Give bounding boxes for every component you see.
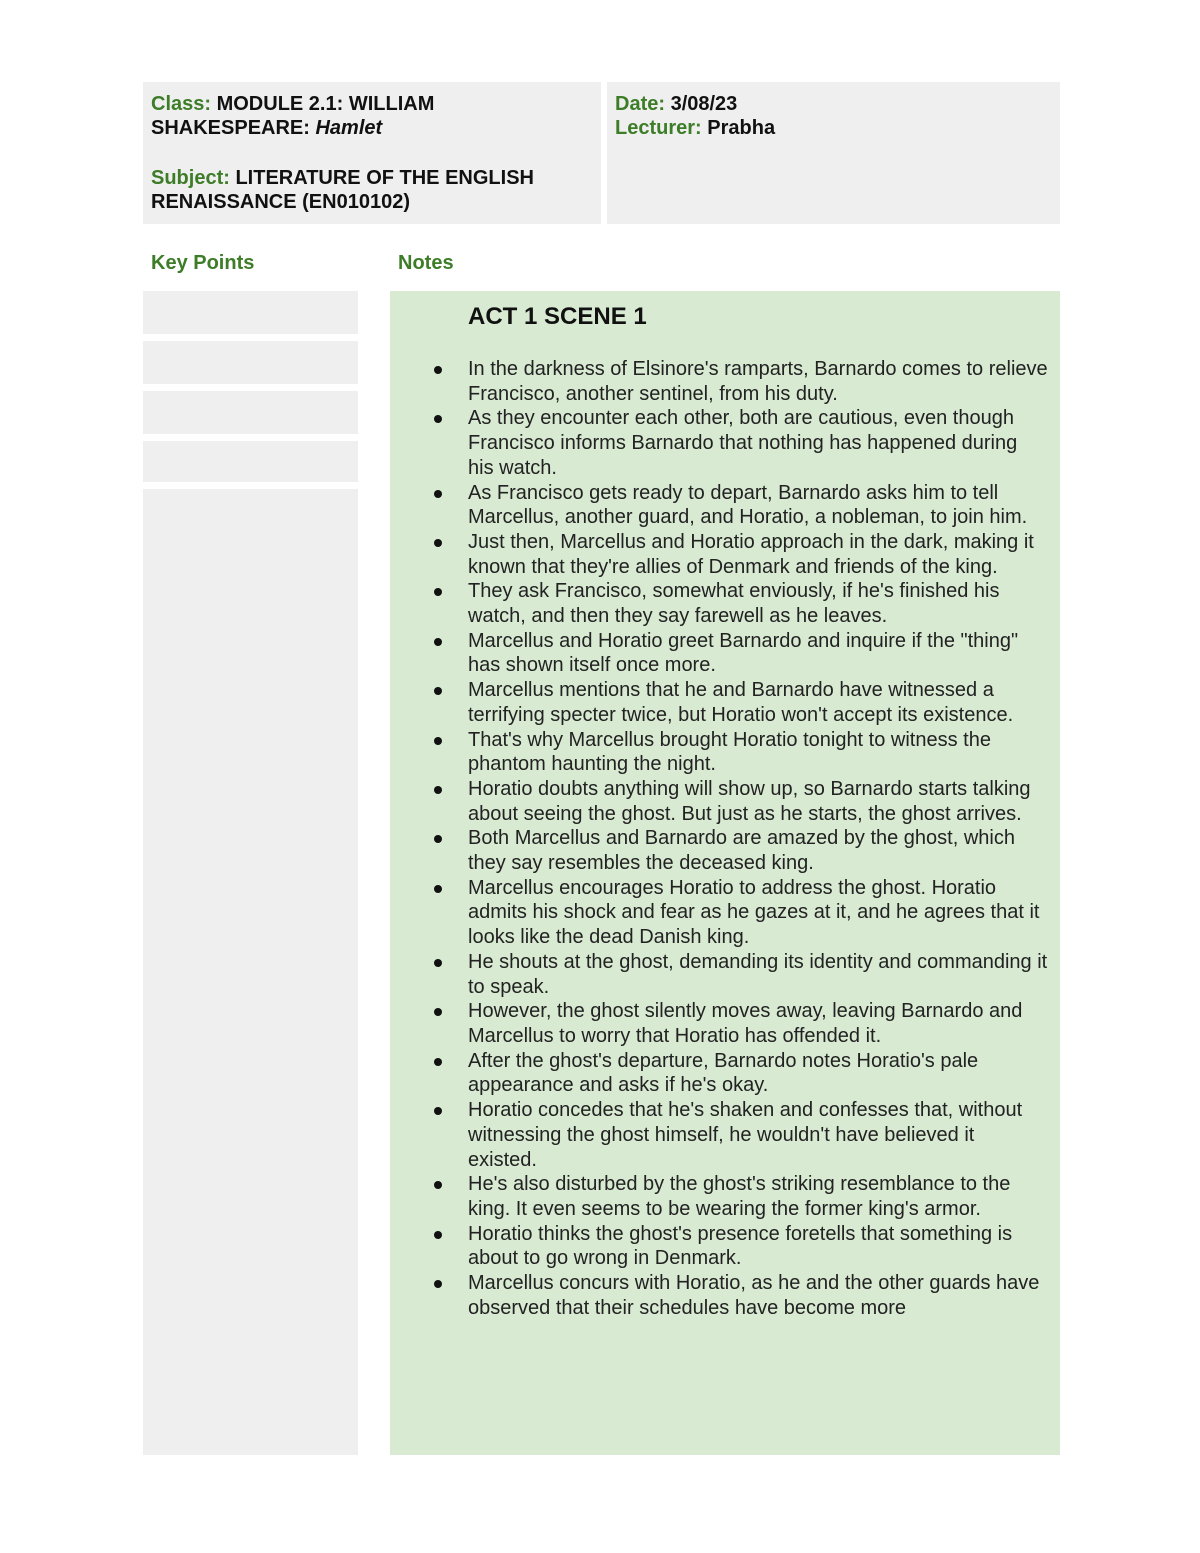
date-line bbox=[615, 92, 1052, 116]
list-item: However, the ghost silently moves away, leaving Barnardo and Marcellus to worry that Horatio has offended it. bbox=[468, 999, 1048, 1048]
header-date-lecturer bbox=[607, 82, 1060, 224]
scene-title: ACT 1 SCENE 1 bbox=[468, 303, 647, 330]
subject-value-1: LITERATURE OF THE ENGLISH bbox=[229, 167, 534, 189]
list-item: They ask Francisco, somewhat enviously, if he's finished his watch, and then they say farewell as he leaves. bbox=[468, 579, 1048, 628]
list-item: Marcellus mentions that he and Barnardo have witnessed a terrifying specter twice, but Horatio won't accept its existence. bbox=[468, 678, 1048, 727]
list-item: As Francisco gets ready to depart, Barnardo asks him to tell Marcellus, another guard, and Horatio, a nobleman, to join him. bbox=[468, 481, 1048, 530]
list-item: Horatio thinks the ghost's presence foretells that something is about to go wrong in Denmark. bbox=[468, 1222, 1048, 1271]
class-line-1 bbox=[151, 92, 593, 116]
key-point-cell-3[interactable] bbox=[143, 391, 358, 434]
lecturer-line bbox=[615, 116, 1052, 140]
class-value-1: MODULE 2.1: WILLIAM bbox=[211, 93, 435, 115]
lecturer-value: Prabha bbox=[701, 117, 776, 139]
class-title-italic: Hamlet bbox=[315, 117, 383, 139]
list-item: Marcellus and Horatio greet Barnardo and inquire if the "thing" has shown itself once more. bbox=[468, 629, 1048, 678]
key-point-cell-5[interactable] bbox=[143, 489, 358, 1455]
list-item: He's also disturbed by the ghost's striking resemblance to the king. It even seems to be wearing the former king's armor. bbox=[468, 1172, 1048, 1221]
header-class-subject bbox=[143, 82, 601, 224]
subject-value-2: RENAISSANCE (EN010102) bbox=[151, 191, 410, 213]
list-item: In the darkness of Elsinore's ramparts, Barnardo comes to relieve Francisco, another sentinel, from his duty. bbox=[468, 358, 1048, 405]
list-item: Both Marcellus and Barnardo are amazed by the ghost, which they say resembles the deceased king. bbox=[468, 826, 1048, 875]
list-item: He shouts at the ghost, demanding its identity and commanding it to speak. bbox=[468, 950, 1048, 998]
list-item: Horatio concedes that he's shaken and confesses that, without witnessing the ghost himself, he wouldn't have believed it existed. bbox=[468, 1098, 1048, 1172]
list-item: After the ghost's departure, Barnardo notes Horatio's pale appearance and asks if he's okay. bbox=[468, 1049, 1048, 1098]
list-item: Marcellus encourages Horatio to address the ghost. Horatio admits his shock and fear as he gazes at it, and he agrees that it looks like the dead Danish king. bbox=[468, 876, 1048, 950]
list-item: That's why Marcellus brought Horatio tonight to witness the phantom haunting the night. bbox=[468, 728, 1048, 777]
date-value: 3/08/23 bbox=[665, 93, 738, 115]
list-item: Marcellus concurs with Horatio, as he and the other guards have observed that their schedules have become more bbox=[468, 1271, 1048, 1320]
key-point-cell-1[interactable] bbox=[143, 291, 358, 334]
subject-label: Subject: bbox=[151, 167, 230, 189]
date-label: Date: bbox=[615, 93, 666, 115]
list-item: As they encounter each other, both are cautious, even though Francisco informs Barnardo that nothing has happened during his watch. bbox=[468, 406, 1048, 480]
list-item: Horatio doubts anything will show up, so Barnardo starts talking about seeing the ghost. But just as he starts, the ghost arrives. bbox=[468, 777, 1048, 826]
lecturer-label: Lecturer: bbox=[615, 117, 702, 139]
notes-panel bbox=[390, 291, 1060, 1455]
notes-heading: Notes bbox=[398, 252, 454, 274]
list-item: Just then, Marcellus and Horatio approach in the dark, making it known that they're allies of Denmark and friends of the king. bbox=[468, 530, 1048, 579]
class-line-2 bbox=[151, 116, 593, 140]
key-point-cell-2[interactable] bbox=[143, 341, 358, 384]
subject-line-1 bbox=[151, 166, 593, 190]
class-label: Class: bbox=[151, 93, 212, 115]
notes-list bbox=[468, 357, 1048, 1320]
key-point-cell-4[interactable] bbox=[143, 441, 358, 482]
key-points-heading: Key Points bbox=[151, 252, 255, 274]
class-value-2: SHAKESPEARE: bbox=[151, 117, 316, 139]
